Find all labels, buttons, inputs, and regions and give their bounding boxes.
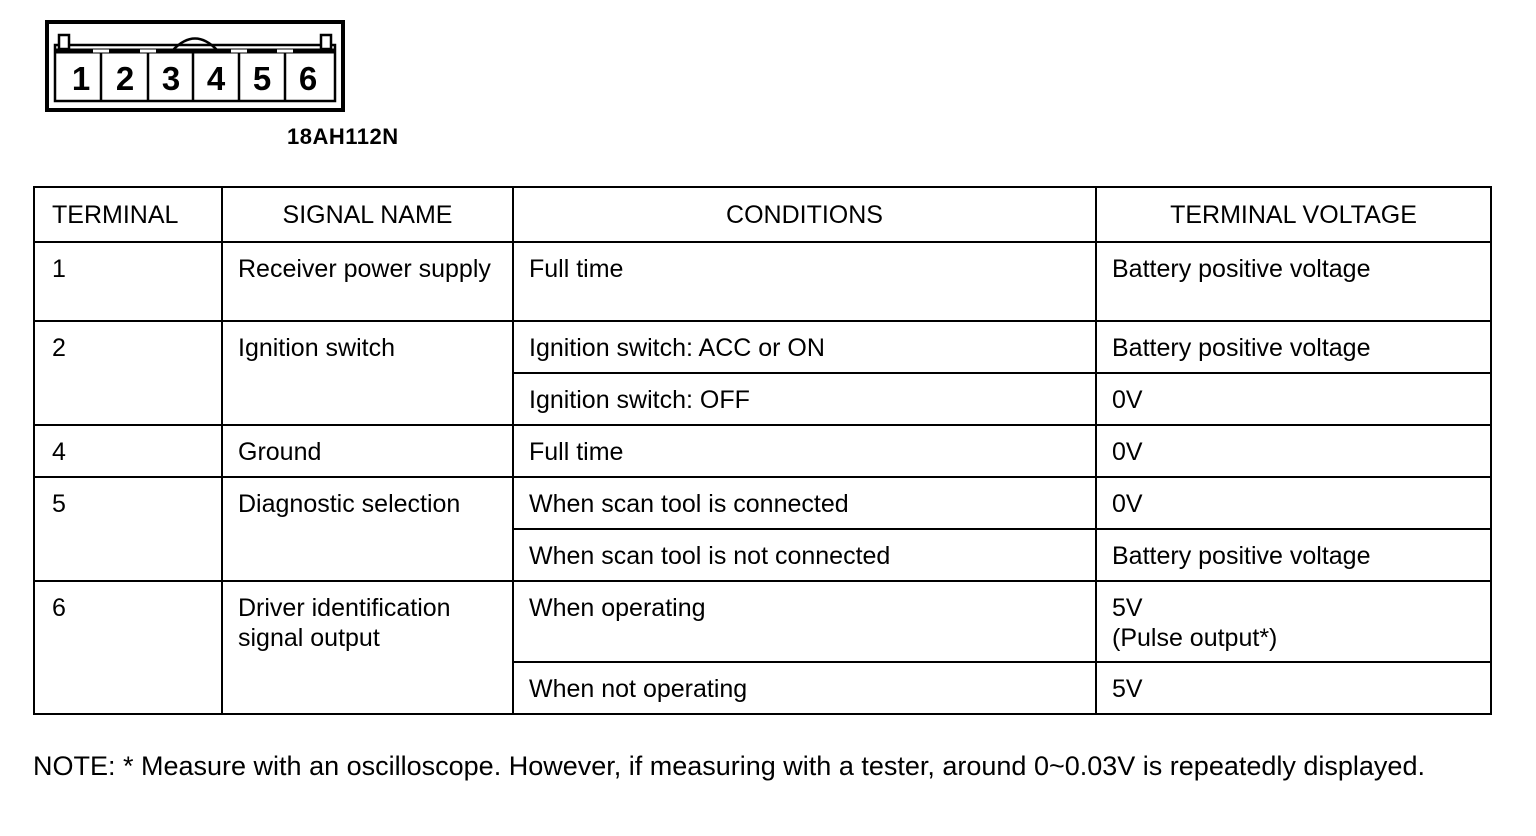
table-header-row (34, 187, 1491, 242)
terminal-table (33, 186, 1492, 715)
voltage-cell: Battery positive voltage (1096, 529, 1491, 581)
pin-label: 4 (206, 60, 226, 97)
condition-cell: When scan tool is connected (513, 477, 1096, 529)
pin-label: 2 (115, 60, 135, 97)
voltage-cell: 5V (1096, 662, 1491, 714)
signal-cell: Diagnostic selection (222, 477, 513, 581)
condition-cell: Full time (513, 242, 1096, 321)
signal-cell: Driver identification signal output (222, 581, 513, 714)
condition-cell: When scan tool is not connected (513, 529, 1096, 581)
voltage-cell (1096, 581, 1491, 662)
pin-label: 6 (298, 60, 318, 97)
condition-cell: When not operating (513, 662, 1096, 714)
condition-cell: When operating (513, 581, 1096, 662)
pin-label: 3 (161, 60, 181, 97)
voltage-cell: 0V (1096, 373, 1491, 425)
voltage-note: (Pulse output*) (1112, 624, 1278, 652)
pin-label: 5 (252, 60, 272, 97)
connector-diagram (45, 20, 345, 112)
connector-code: 18AH112N (287, 124, 399, 149)
terminal-cell: 2 (34, 321, 222, 425)
pin-label: 1 (71, 60, 91, 97)
header-terminal: TERMINAL (34, 187, 222, 242)
header-terminal-voltage: TERMINAL VOLTAGE (1096, 187, 1491, 242)
table-row (34, 321, 1491, 373)
condition-cell: Full time (513, 425, 1096, 477)
terminal-cell: 5 (34, 477, 222, 581)
table-row (34, 477, 1491, 529)
footnote: NOTE: * Measure with an oscilloscope. However, if measuring with a tester, around 0~0.03V is repeatedly displayed. (33, 751, 1425, 781)
header-signal-name: SIGNAL NAME (222, 187, 513, 242)
table-row (34, 242, 1491, 321)
terminal-cell: 1 (34, 242, 222, 321)
signal-cell: Ground (222, 425, 513, 477)
table-row (34, 581, 1491, 662)
voltage-cell: 0V (1096, 477, 1491, 529)
condition-cell: Ignition switch: ACC or ON (513, 321, 1096, 373)
voltage-cell: Battery positive voltage (1096, 242, 1491, 321)
voltage-value: 5V (1112, 594, 1143, 622)
voltage-cell: 0V (1096, 425, 1491, 477)
terminal-cell: 4 (34, 425, 222, 477)
voltage-cell: Battery positive voltage (1096, 321, 1491, 373)
condition-cell: Ignition switch: OFF (513, 373, 1096, 425)
signal-cell: Ignition switch (222, 321, 513, 425)
signal-cell: Receiver power supply (222, 242, 513, 321)
header-conditions: CONDITIONS (513, 187, 1096, 242)
table-row (34, 425, 1491, 477)
terminal-cell: 6 (34, 581, 222, 714)
